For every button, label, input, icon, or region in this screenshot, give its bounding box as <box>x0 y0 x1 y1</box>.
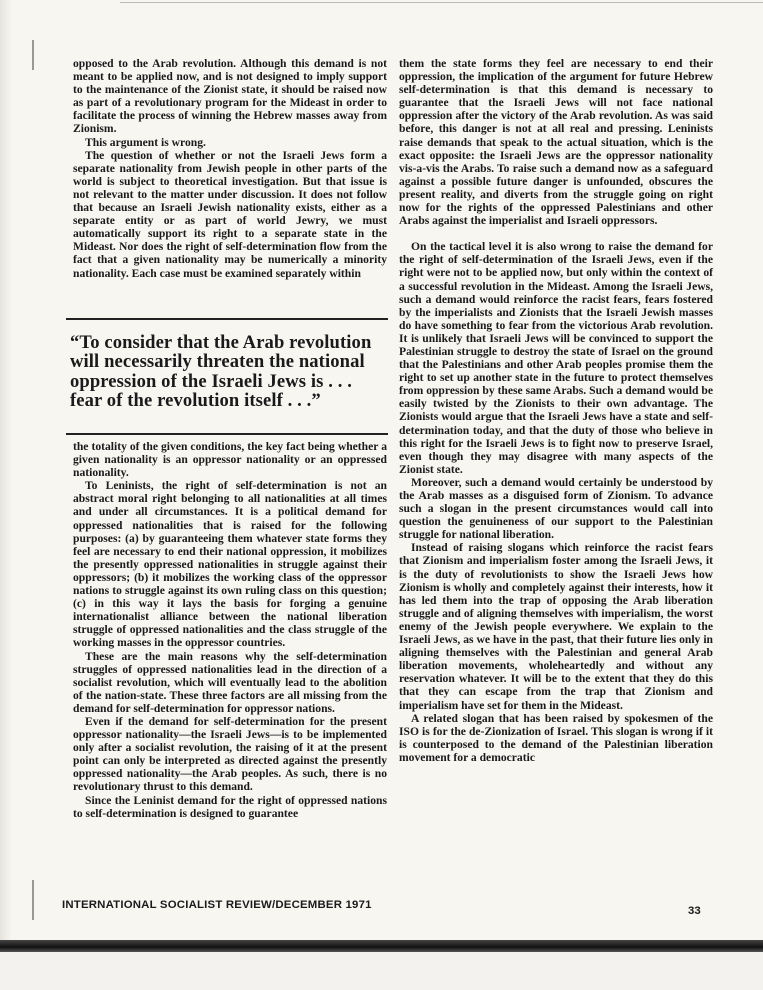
paragraph: Moreover, such a demand would certainly be understood by the Arab masses as a disguised form of Zionism. To advance such a slogan in the present circumstances would call into question the genuineness of our support to the Palestinian struggle for national liberation. <box>399 475 713 542</box>
margin-mark <box>32 880 34 920</box>
paragraph: them the state forms they feel are necessary to end their oppression, the implication of the argument for future Hebrew self-determination is that this demand is necessary to guarantee that the Israeli Jews will not face national oppression after the victory of the Arab revolution. As was said before, this danger is not at all real and pressing. Leninists raise demands that speak to the actual situation, which is the exact opposite: the Israeli Jews are the oppressor nationality vis-a-vis the Arabs. To raise such a demand now as a safeguard against a possible future danger is unfounded, obscures the present reality, and diverts from the struggle going on right now for the rights of the oppressed Palestinians and other Arabs against the imperialist and Israeli oppressors. <box>399 57 713 228</box>
paragraph: This argument is wrong. <box>85 135 206 149</box>
margin-mark <box>32 40 34 70</box>
pull-quote-rule-bottom <box>66 433 388 435</box>
right-column <box>399 57 713 764</box>
bottom-band <box>0 940 763 952</box>
paragraph: Since the Leninist demand for the right of oppressed nations to self-determination is designed to guarantee <box>73 793 387 820</box>
paragraph: Even if the demand for self-determination for the present oppressor nationality—the Israeli Jews—is to be implemented only after a socialist revolution, the raising of it at the present point can only be interpreted as directed against the presently oppressed nationality—the Arab peoples. As such, there is no revolutionary thrust to this demand. <box>73 714 387 794</box>
paragraph: The question of whether or not the Israeli Jews form a separate nationality from Jewish people in other parts of the world is subject to theoretical investigation. But that issue is not relevant to the matter under discussion. It does not follow that because an Israeli Jewish nationality exists, either as a separate entity or as part of world Jewry, we must automatically support its right to a separate state in the Mideast. Nor does the right of self-determination flow from the fact that a given nationality may be numerically a minority nationality. Each case must be examined separately within <box>73 148 387 280</box>
top-line <box>120 2 763 3</box>
left-column-top <box>73 57 387 280</box>
bottom-area <box>0 952 763 990</box>
paragraph: To Leninists, the right of self-determination is not an abstract moral right belonging to all nationalities at all times and under all circumstances. It is a political demand for oppressed nationalities that is raised for the following purposes: (a) by guaranteeing them whatever state forms they feel are necessary to end their national oppression, it mobilizes the presently oppressed nationalities in struggle against their oppressors; (b) it mobilizes the working class of the oppressor nations to struggle against its own ruling class on this question; (c) in this way it lays the basis for forging a genuine internationalist alliance between the national liberation struggle of oppressed nationalities and the class struggle of the working masses in the oppressor countries. <box>73 479 387 650</box>
left-column-bottom <box>73 440 387 820</box>
paragraph: the totality of the given conditions, the key fact being whether a given nationality is an oppressor nationality or an oppressed nationality. <box>73 440 387 480</box>
pull-quote-rule-top <box>66 318 388 320</box>
left-edge <box>0 0 12 990</box>
paragraph: On the tactical level it is also wrong to raise the demand for the right of self-determination of the Israeli Jews, even if the right were not to be applied now, but only within the context of a successful revolution in the Mideast. Among the Israeli Jews, such a demand would reinforce the racist fears, fears fostered by the imperialists and Zionists that the Israeli Jewish masses do have something to fear from the victorious Arab revolution. It is unlikely that Israeli Jews will be convinced to support the Palestinian struggle to destroy the state of Israel on the ground that the Palestinians and other Arab peoples promise them the right to set up another state in the future to protect themselves from oppression by these same Arabs. Such a demand would be easily twisted by the Zionists to their own advantage. The Zionists would argue that the Israeli Jews have a state and self-determination today, and that the duty of those who believe in this right for the Israeli Jews is to fight now to preserve Israel, even though they may disagree with many aspects of the Zionist state. <box>399 240 713 476</box>
footer-publication: INTERNATIONAL SOCIALIST REVIEW/DECEMBER 1971 <box>62 899 372 911</box>
pull-quote: “To consider that the Arab revolution will necessarily threaten the national oppression of the Israeli Jews is . . . fear of the revolution itself . . .” <box>70 332 372 412</box>
paragraph: opposed to the Arab revolution. Although this demand is not meant to be applied now, and is not designed to imply support to the maintenance of the Zionist state, it should be raised now as part of a revolutionary program for the Mideast in order to facilitate the process of winning the Hebrew masses away from Zionism. <box>73 57 387 136</box>
page-number: 33 <box>688 905 701 917</box>
paragraph: Instead of raising slogans which reinforce the racist fears that Zionism and imperialism foster among the Israeli Jews, it is the duty of revolutionists to show the Israeli Jews how Zionism is wholly and completely against their interests, how it has led them into the trap of opposing the Arab liberation struggle and of aligning themselves with imperialism, the worst enemy of the Jewish people everywhere. We explain to the Israeli Jews, as we have in the past, that their future lies only in aligning themselves with the Palestinian and general Arab liberation movements, wholeheartedly and without any reservation whatever. It will be to the extent that they do this that they can escape from the trap that Zionism and imperialism have set for them in the Mideast. <box>399 541 713 712</box>
paragraph: These are the main reasons why the self-determination struggles of oppressed nationalities lead in the direction of a socialist revolution, which will eventually lead to the abolition of the nation-state. These three factors are all missing from the demand for self-determination for oppressor nations. <box>73 649 387 715</box>
paragraph: A related slogan that has been raised by spokesmen of the ISO is for the de-Zionization of Israel. This slogan is wrong if it is counterposed to the demand of the Palestinian liberation movement for a democratic <box>399 711 713 764</box>
